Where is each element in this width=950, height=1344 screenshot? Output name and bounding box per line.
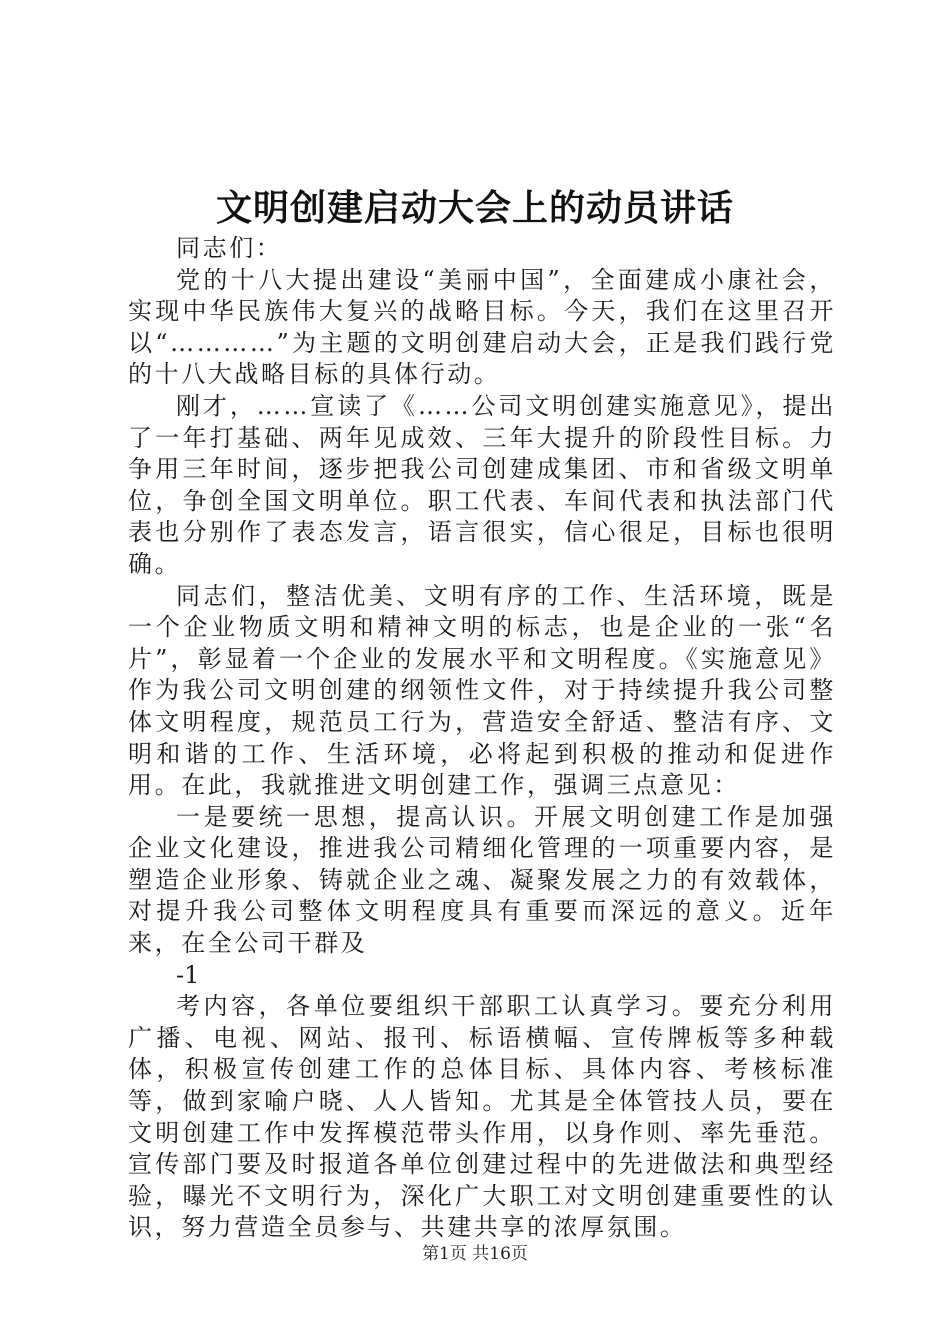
- continuation-paragraph: 考内容，各单位要组织干部职工认真学习。要充分利用广播、电视、网站、报刊、标语横幅、宣传牌板等多种载体，积极宣传创建工作的总体目标、具体内容、考核标准等，做到家喻户晓、人人皆知。尤其是全体管技人员，要在文明创建工作中发挥模范带头作用，以身作则、率先垂范。宣传部门要及时报道各单位创建过程中的先进做法和典型经验，曝光不文明行为，深化广大职工对文明创建重要性的认识，努力营造全员参与、共建共享的浓厚氛围。: [128, 992, 836, 1242]
- page-number: 第1页: [422, 1244, 467, 1264]
- page-total: 共16页: [472, 1244, 528, 1264]
- document-title: 文明创建启动大会上的动员讲话: [215, 187, 734, 229]
- greeting: 同志们：: [176, 234, 283, 262]
- paragraph-3: 同志们，整洁优美、文明有序的工作、生活环境，既是一个企业物质文明和精神文明的标志，也是企业的一张“名片”，彰显着一个企业的发展水平和文明程度。《实施意见》作为我公司文明创建的纲领性文件，对于持续提升我公司整体文明程度，规范员工行为，营造安全舒适、整洁有序、文明和谐的工作、生活环境，必将起到积极的推动和促进作用。在此，我就推进文明创建工作，强调三点意见：: [128, 581, 836, 800]
- paragraph-1: 党的十八大提出建设“美丽中国”，全面建成小康社会，实现中华民族伟大复兴的战略目标。今天，我们在这里召开以“…………”为主题的文明创建启动大会，正是我们践行党的十八大战略目标的具体行动。: [128, 265, 836, 389]
- document-body: [128, 233, 836, 1244]
- page-footer: [0, 1243, 950, 1265]
- page-marker: -1: [176, 960, 200, 989]
- paragraph-2: 刚才，……宣读了《……公司文明创建实施意见》，提出了一年打基础、两年见成效、三年大提升的阶段性目标。力争用三年时间，逐步把我公司创建成集团、市和省级文明单位，争创全国文明单位。职工代表、车间代表和执法部门代表也分别作了表态发言，语言很实，信心很足，目标也很明确。: [128, 391, 836, 578]
- paragraph-4: 一是要统一思想，提高认识。开展文明创建工作是加强企业文化建设，推进我公司精细化管理的一项重要内容，是塑造企业形象、铸就企业之魂、凝聚发展之力的有效载体，对提升我公司整体文明程度具有重要而深远的意义。近年来，在全公司干群及: [128, 802, 836, 958]
